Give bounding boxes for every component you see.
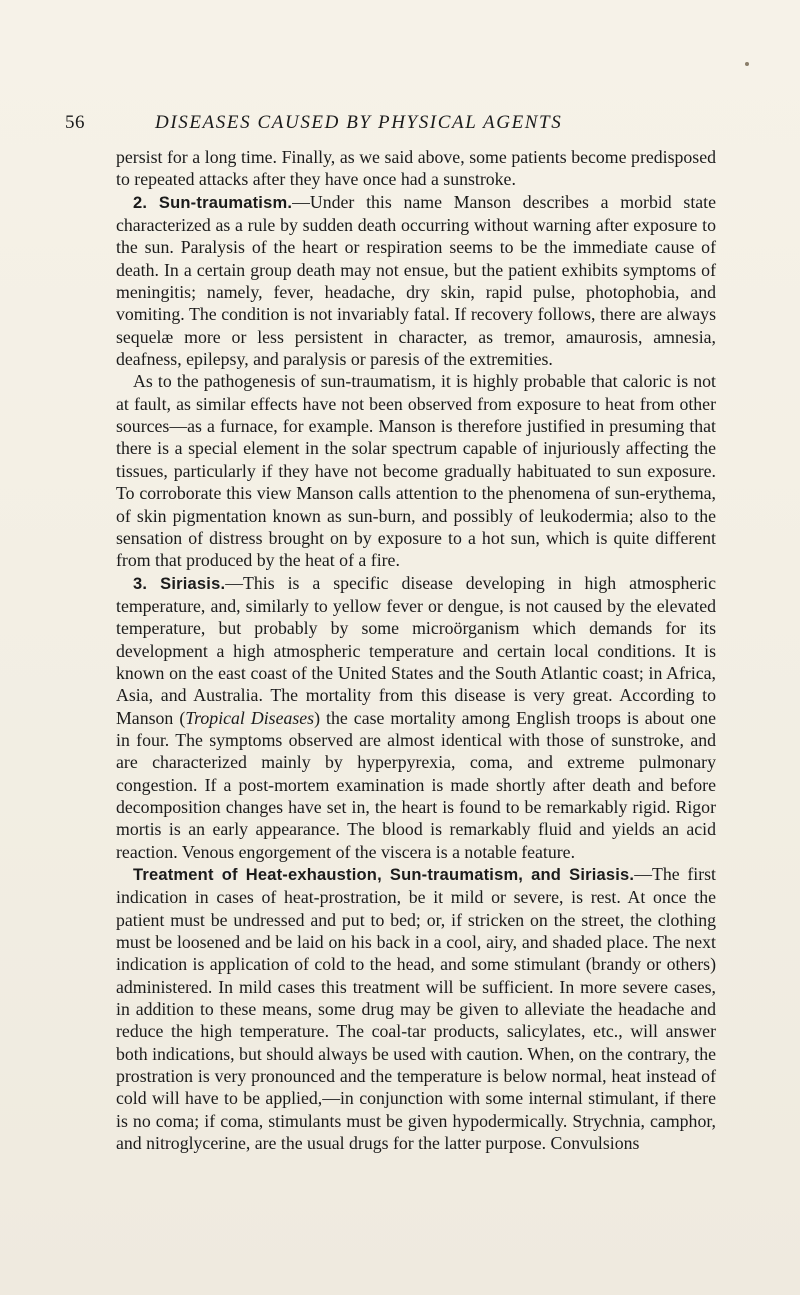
paragraph-text: As to the pathogenesis of sun-traumatism, it is highly probable that caloric is not at fault, as similar effects have not been observed from exposure to heat from other sources—as a furnace, for example. Manson is therefore justified in presuming that there is a special element in the solar spectrum capable of injuriously affecting the tissues, particularly if they have not become gradually habituated to sun exposure. To corroborate this view Manson calls attention to the phenomena of sun-erythema, of skin pigmentation known as sun-burn, and possibly of leukodermia; also to the sensation of distress brought on by exposure to a hot sun, which is quite different from that produced by the heat of a fire. [116, 371, 716, 571]
paragraph-treatment [116, 863, 716, 1154]
paragraph-siriasis [116, 572, 716, 863]
paragraph-text: ) the case mortality among English troops is about one in four. The symptoms observed are almost identical with those of sunstroke, and are characterized mainly by hyperpyrexia, coma, and extreme pulmonary congestion. If a post-mortem examination is made shortly after death and before decomposition changes have set in, the heart is found to be remarkably rigid. Rigor mortis is an early appearance. The blood is remarkably fluid and yields an acid reaction. Venous engorgement of the viscera is a notable feature. [116, 707, 716, 862]
section-heading: Sun-traumatism. [158, 193, 293, 212]
body-text [116, 146, 716, 1154]
paragraph-pathogenesis [116, 370, 716, 571]
citation-title: Tropical Diseases [185, 707, 315, 728]
paragraph-continued [116, 146, 716, 191]
section-heading: Treatment of Heat-exhaustion, Sun-traumatism, and Siriasis. [133, 866, 635, 884]
section-number: 2. [133, 193, 148, 212]
paragraph-text: persist for a long time. Finally, as we said above, some patients become predisposed to repeated attacks after they have once had a sunstroke. [116, 147, 716, 190]
paragraph-text: —The first indication in cases of heat-prostration, be it mild or severe, is rest. At once the patient must be undressed and put to bed; or, if stricken on the street, the clothing must be loosened and be laid on his back in a cool, airy, and shaded place. The next indication is application of cold to the head, and some stimulant (brandy or others) administered. In mild cases this treatment will be sufficient. In more severe cases, in addition to these means, some drug may be given to alleviate the headache and reduce the high temperature. The coal-tar products, salicylates, etc., will answer both indications, but should always be used with caution. When, on the contrary, the prostration is very pronounced and the temperature is below normal, heat instead of cold will have to be applied,—in conjunction with some internal stimulant, if there is no coma; if coma, stimulants must be given hypodermically. Strychnia, camphor, and nitroglycerine, are the usual drugs for the latter purpose. Convulsions [116, 864, 716, 1154]
paragraph-sun-traumatism [116, 191, 716, 371]
paragraph-text: —This is a specific disease developing in high atmospheric temperature, and, similarly to yellow fever or dengue, is not caused by the elevated temperature, but probably by some microörganism which demands for its development a high atmospheric temperature and certain local conditions. It is known on the east coast of the United States and the South Atlantic coast; in Africa, Asia, and Australia. The mortality from this disease is very great. According to Manson ( [116, 572, 716, 728]
paragraph-text: —Under this name Manson describes a morbid state characterized as a rule by sudden death occurring without warning after exposure to the sun. Paralysis of the heart or respiration seems to be the immediate cause of death. In a certain group death may not ensue, but the patient exhibits symptoms of meningitis; namely, fever, headache, dry skin, rapid pulse, photophobia, and vomiting. The condition is not invariably fatal. If recovery follows, there are always sequelæ more or less persistent in character, as tremor, amaurosis, amnesia, deafness, epilepsy, and paralysis or paresis of the extremities. [116, 191, 716, 370]
paper-speck [745, 62, 749, 66]
page-number: 56 [65, 112, 85, 133]
section-heading: Siriasis. [160, 574, 226, 593]
running-head [65, 112, 740, 140]
section-number: 3. [133, 574, 148, 593]
running-title: DISEASES CAUSED BY PHYSICAL AGENTS [155, 112, 563, 133]
